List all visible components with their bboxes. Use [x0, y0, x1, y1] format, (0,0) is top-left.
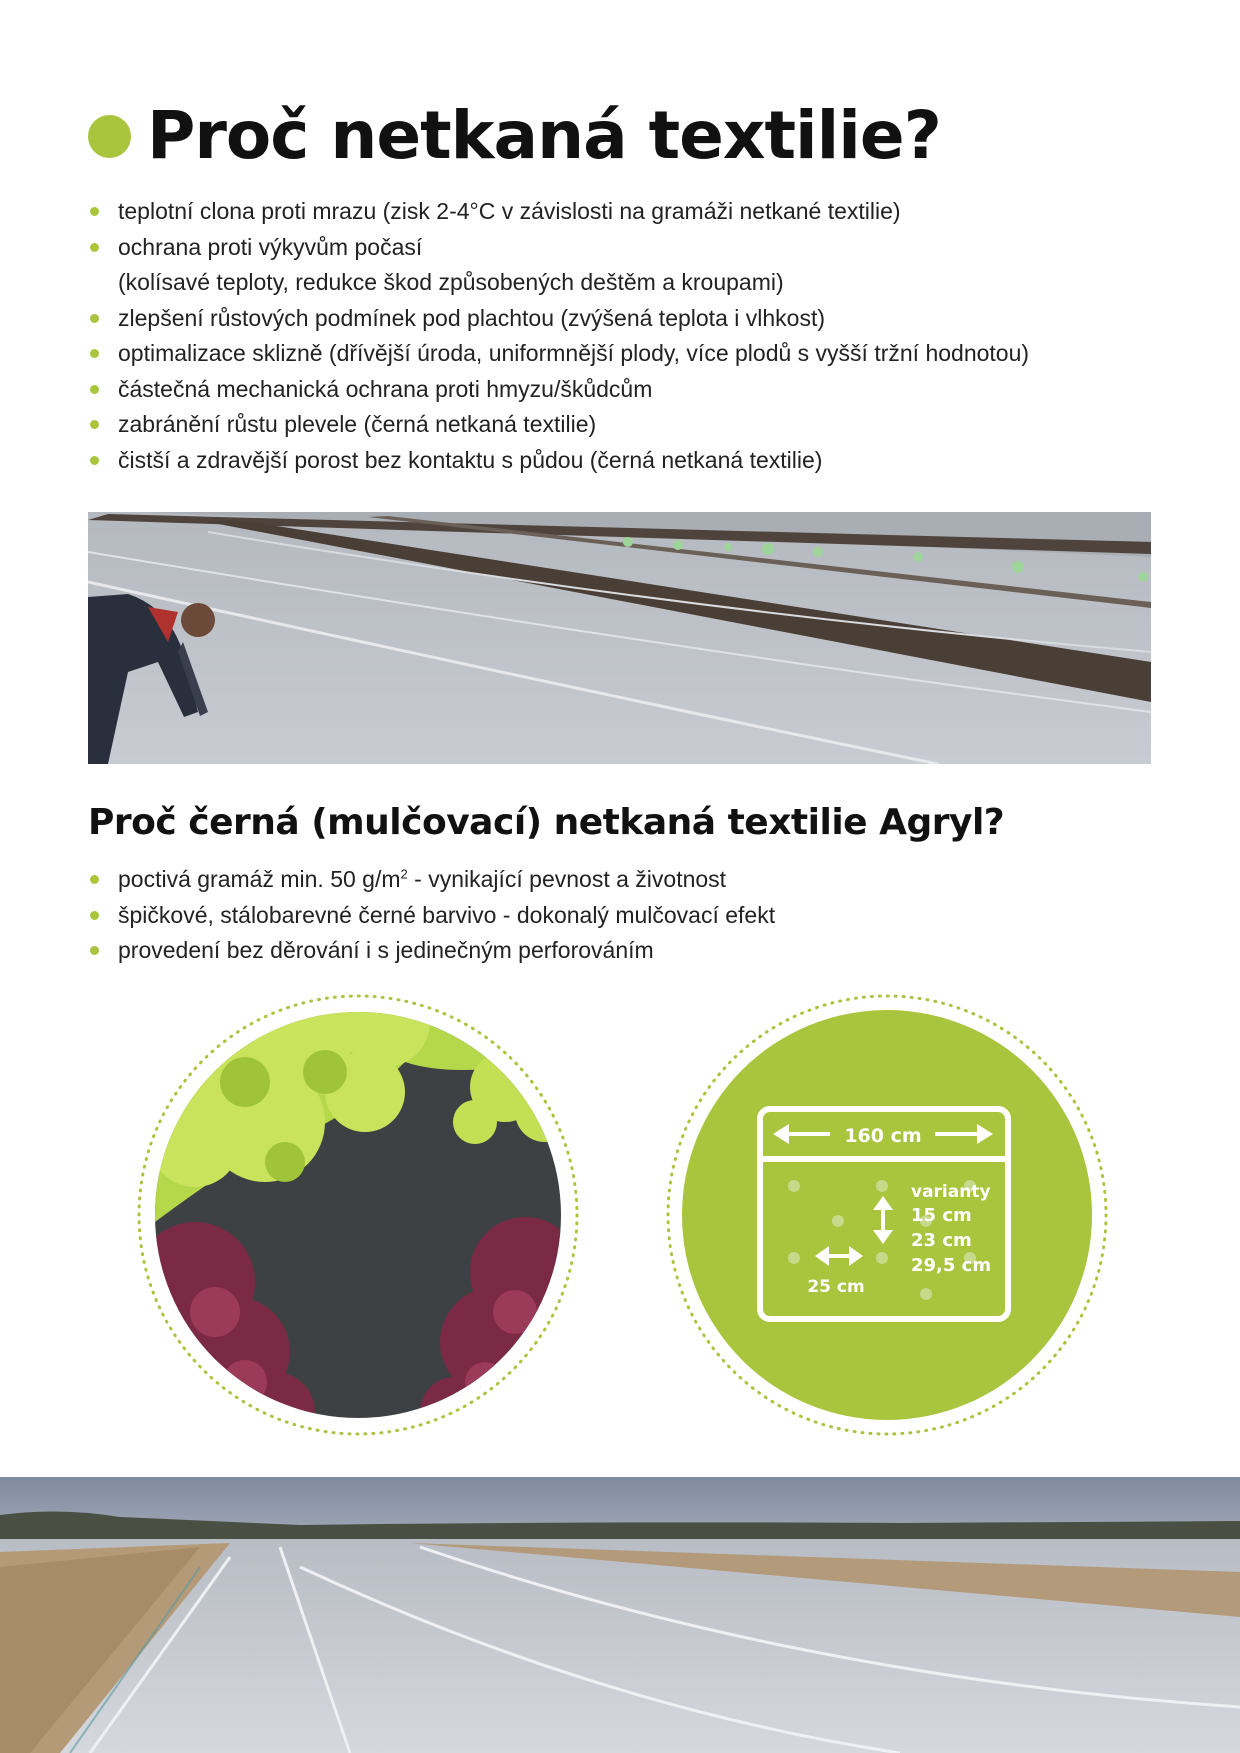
features-list	[88, 862, 1208, 969]
page-title: Proč netkaná textilie?	[147, 97, 941, 174]
field-fleece-illustration	[88, 512, 1151, 764]
variants-title: varianty	[911, 1182, 991, 1202]
list-item: provedení bez děrování i s jedinečným perforováním	[88, 933, 1208, 969]
spacing-label: 25 cm	[807, 1277, 865, 1297]
field-panorama-illustration	[0, 1477, 1240, 1753]
list-item: čistší a zdravější porost bez kontaktu s půdou (černá netkaná textilie)	[88, 443, 1208, 479]
page-title-row	[88, 97, 941, 174]
list-item: ochrana proti výkyvům počasí (kolísavé teploty, redukce škod způsobených deštěm a kroupami)	[88, 230, 1208, 301]
list-item: poctivá gramáž min. 50 $g/m^2$ - vynikající pevnost a životnost	[88, 862, 1208, 898]
lettuce-photo-circle	[135, 992, 581, 1438]
list-item: zabránění růstu plevele (černá netkaná textilie)	[88, 407, 1208, 443]
list-item: špičkové, stálobarevné černé barvivo - dokonalý mulčovací efekt	[88, 898, 1208, 934]
benefits-list	[88, 194, 1208, 478]
bullet-icon	[90, 385, 99, 394]
variant-value: 23 cm	[911, 1230, 972, 1251]
field-panorama-photo	[0, 1477, 1240, 1753]
width-label: 160 cm	[844, 1125, 922, 1147]
bullet-icon	[90, 946, 99, 955]
variant-value: 15 cm	[911, 1205, 972, 1226]
list-item: zlepšení růstových podmínek pod plachtou (zvýšená teplota i vlhkost)	[88, 301, 1208, 337]
bullet-icon	[90, 420, 99, 429]
bullet-icon	[90, 349, 99, 358]
field-fleece-photo	[88, 512, 1151, 764]
bullet-icon	[90, 911, 99, 920]
variant-value: 29,5 cm	[911, 1255, 992, 1276]
bullet-icon	[90, 875, 99, 884]
bullet-icon	[90, 456, 99, 465]
section-subtitle: Proč černá (mulčovací) netkaná textilie Agryl?	[88, 802, 1005, 843]
list-item: částečná mechanická ochrana proti hmyzu/škůdcům	[88, 372, 1208, 408]
list-item: teplotní clona proti mrazu (zisk 2-4°C v závislosti na gramáži netkané textilie)	[88, 194, 1208, 230]
dimensions-diagram-circle	[665, 992, 1110, 1438]
dimensions-diagram	[665, 992, 1110, 1438]
title-bullet-dot	[88, 115, 131, 158]
bullet-icon	[90, 314, 99, 323]
lettuce-illustration	[135, 992, 581, 1438]
list-item: optimalizace sklizně (dřívější úroda, uniformnější plody, více plodů s vyšší tržní hodnotou)	[88, 336, 1208, 372]
bullet-icon	[90, 207, 99, 216]
bullet-icon	[90, 243, 99, 252]
